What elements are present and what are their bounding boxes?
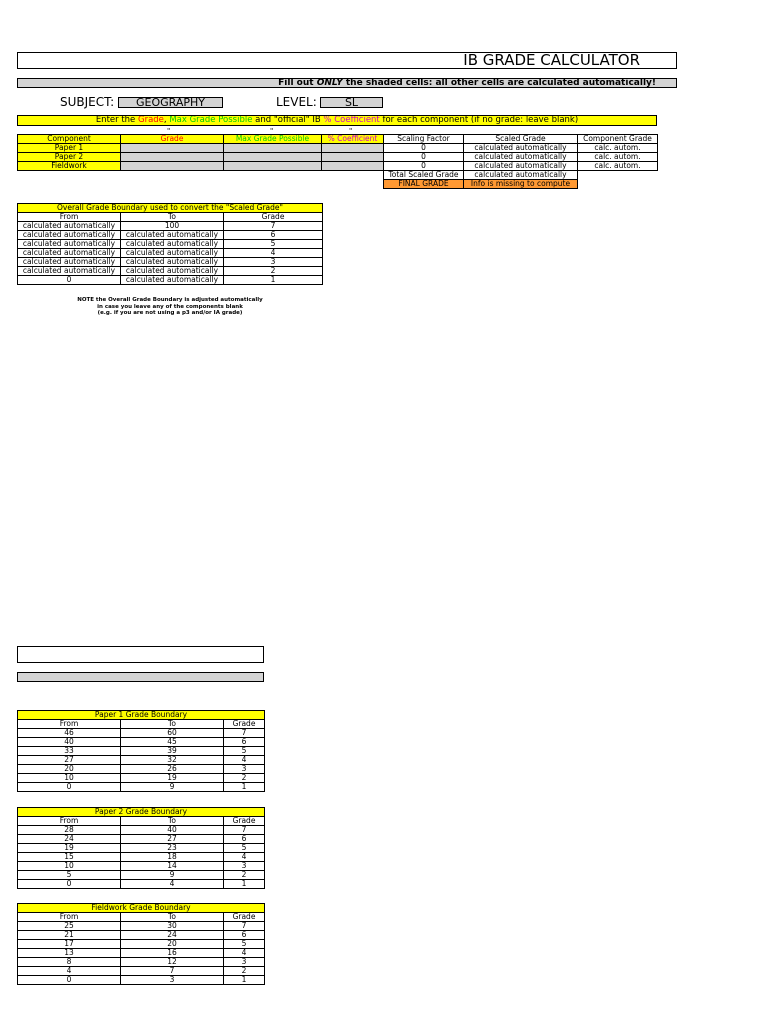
grade-cell: 2 [224,774,265,783]
fieldwork-boundary-table [17,903,265,985]
header-grade: Grade [224,913,265,922]
grade-cell: 6 [224,738,265,747]
table-row [18,267,323,276]
component-grade: calc. autom. [578,153,658,162]
tick-coef: " [349,127,353,135]
grade-cell: 5 [224,240,323,249]
table-row [18,844,265,853]
table-row [18,853,265,862]
paper1-boundary-table [17,710,265,792]
from-cell: calculated automatically [18,240,121,249]
to-cell: calculated automatically [121,258,224,267]
instruction-bar [17,78,677,88]
table-row [18,729,265,738]
grade-cell: 4 [224,853,265,862]
boundary-note [60,297,280,317]
table-row [18,783,265,792]
grade-cell: 5 [224,940,265,949]
max-grade-input[interactable] [224,144,322,153]
to-cell: 30 [121,922,224,931]
header-to: To [121,913,224,922]
table-row [18,835,265,844]
grade-cell: 2 [224,267,323,276]
to-cell: 23 [121,844,224,853]
enter-instruction-bar [17,115,657,126]
to-cell: calculated automatically [121,231,224,240]
scaled-grade: calculated automatically [464,153,578,162]
grade-cell: 6 [224,931,265,940]
tick-max: " [270,127,274,135]
enter-text-3: and "official" IB [252,115,324,125]
scaling-factor: 0 [384,162,464,171]
header-max-grade: Max Grade Possible [224,135,322,144]
overall-boundary-title: Overall Grade Boundary used to convert the "Scaled Grade" [18,204,323,213]
boundary-title: Paper 1 Grade Boundary [18,711,265,720]
to-cell: 32 [121,756,224,765]
grade-cell: 5 [224,747,265,756]
to-cell: 39 [121,747,224,756]
from-cell: 0 [18,783,121,792]
grade-cell: 1 [224,783,265,792]
enter-text-1: Enter the [95,115,138,125]
to-cell: 12 [121,958,224,967]
table-row [18,222,323,231]
max-grade-input[interactable] [224,153,322,162]
grade-cell: 1 [224,880,265,889]
enter-text-4: for each component (if no grade: leave blank) [379,115,579,125]
from-cell: 24 [18,835,121,844]
grade-cell: 1 [224,976,265,985]
component-row-paper2 [18,153,658,162]
subject-value[interactable]: GEOGRAPHY [118,97,223,108]
from-cell: calculated automatically [18,258,121,267]
table-row [18,826,265,835]
final-row [18,180,658,189]
header-to: To [121,720,224,729]
table-row [18,249,323,258]
header-component-grade: Component Grade [578,135,658,144]
table-row [18,976,265,985]
enter-grade: Grade [137,115,164,125]
scaling-factor: 0 [384,144,464,153]
component-row-fieldwork [18,162,658,171]
empty-title-box [17,646,264,663]
from-cell: 15 [18,853,121,862]
table-row [18,958,265,967]
grade-cell: 7 [224,922,265,931]
from-cell: 8 [18,958,121,967]
from-cell: calculated automatically [18,222,121,231]
grade-cell: 4 [224,249,323,258]
grade-cell: 7 [224,729,265,738]
instruction-emphasis: ONLY [316,78,343,88]
level-label: LEVEL: [276,95,317,109]
to-cell: calculated automatically [121,249,224,258]
to-cell: 100 [121,222,224,231]
to-cell: calculated automatically [121,267,224,276]
to-cell: calculated automatically [121,240,224,249]
to-cell: 14 [121,862,224,871]
note-line: in case you leave any of the components blank [97,303,243,310]
total-scaled-value: calculated automatically [464,171,578,180]
grade-cell: 4 [224,756,265,765]
from-cell: 21 [18,931,121,940]
component-name: Paper 2 [18,153,121,162]
component-name: Fieldwork [18,162,121,171]
grade-cell: 1 [224,276,323,285]
to-cell: 26 [121,765,224,774]
grade-cell: 7 [224,222,323,231]
to-cell: 18 [121,853,224,862]
boundary-title: Paper 2 Grade Boundary [18,808,265,817]
from-cell: 0 [18,976,121,985]
grade-cell: 3 [224,765,265,774]
coefficient-input[interactable] [322,144,384,153]
page-title: IB GRADE CALCULATOR [463,51,640,69]
component-grade: calc. autom. [578,162,658,171]
to-cell: 3 [121,976,224,985]
grade-cell: 5 [224,844,265,853]
table-row [18,862,265,871]
table-row [18,738,265,747]
paper2-boundary-table [17,807,265,889]
table-row [18,774,265,783]
from-cell: 0 [18,880,121,889]
tick-grade: " [167,127,171,135]
to-cell: 60 [121,729,224,738]
from-cell: 25 [18,922,121,931]
grade-cell: 4 [224,949,265,958]
from-cell: 40 [18,738,121,747]
header-scaling-factor: Scaling Factor [384,135,464,144]
from-cell: 4 [18,967,121,976]
table-row [18,922,265,931]
table-row [18,880,265,889]
scaling-factor: 0 [384,153,464,162]
component-row-paper1 [18,144,658,153]
component-table [17,134,658,189]
grade-input[interactable] [121,144,224,153]
to-cell: 19 [121,774,224,783]
empty-shaded-bar [17,672,264,682]
to-cell: 7 [121,967,224,976]
table-row [18,231,323,240]
enter-max: Max Grade Possible [169,115,253,125]
from-cell: calculated automatically [18,231,121,240]
grade-cell: 3 [224,958,265,967]
overall-boundary-table [17,203,323,285]
note-line: NOTE the Overall Grade Boundary is adjusted automatically [77,297,263,303]
header-grade: Grade [224,213,323,222]
from-cell: 10 [18,774,121,783]
to-cell: 9 [121,783,224,792]
scaled-grade: calculated automatically [464,144,578,153]
final-grade-label: FINAL GRADE [384,180,464,189]
note-line: (e.g. if you are not using a p3 and/or IA grade) [97,310,243,316]
total-scaled-label: Total Scaled Grade [384,171,464,180]
table-row [18,940,265,949]
to-cell: 27 [121,835,224,844]
enter-coef: % Coefficient [323,115,380,125]
from-cell: 5 [18,871,121,880]
instruction-suffix: the shaded cells: all other cells are calculated automatically! [342,78,656,88]
to-cell: 9 [121,871,224,880]
header-component: Component [18,135,121,144]
header-to: To [121,817,224,826]
to-cell: 24 [121,931,224,940]
header-grade: Grade [224,817,265,826]
header-grade: Grade [224,720,265,729]
coefficient-input[interactable] [322,162,384,171]
from-cell: 28 [18,826,121,835]
grade-cell: 2 [224,967,265,976]
from-cell: 13 [18,949,121,958]
table-row [18,765,265,774]
instruction-prefix: Fill out [278,78,317,88]
from-cell: 10 [18,862,121,871]
boundary-title: Fieldwork Grade Boundary [18,904,265,913]
level-value[interactable]: SL [320,97,383,108]
table-row [18,258,323,267]
scaled-grade: calculated automatically [464,162,578,171]
grade-cell: 7 [224,826,265,835]
subject-label: SUBJECT: [60,95,115,109]
enter-text-2: , [163,115,170,125]
grade-cell: 3 [224,258,323,267]
table-row [18,276,323,285]
header-coefficient: % Coefficient [322,135,384,144]
table-row [18,747,265,756]
total-row [18,171,658,180]
table-row [18,949,265,958]
from-cell: calculated automatically [18,267,121,276]
to-cell: 20 [121,940,224,949]
table-row [18,240,323,249]
header-from: From [18,213,121,222]
final-grade-value: Info is missing to compute [464,180,578,189]
to-cell: 4 [121,880,224,889]
from-cell: 46 [18,729,121,738]
component-header-row [18,135,658,144]
table-row [18,967,265,976]
coefficient-input[interactable] [322,153,384,162]
grade-cell: 2 [224,871,265,880]
from-cell: 33 [18,747,121,756]
from-cell: calculated automatically [18,249,121,258]
grade-cell: 3 [224,862,265,871]
table-row [18,756,265,765]
header-to: To [121,213,224,222]
from-cell: 0 [18,276,121,285]
from-cell: 19 [18,844,121,853]
to-cell: calculated automatically [121,276,224,285]
to-cell: 45 [121,738,224,747]
header-from: From [18,817,121,826]
grade-input[interactable] [121,162,224,171]
header-from: From [18,720,121,729]
from-cell: 20 [18,765,121,774]
max-grade-input[interactable] [224,162,322,171]
table-row [18,931,265,940]
component-grade: calc. autom. [578,144,658,153]
to-cell: 16 [121,949,224,958]
from-cell: 17 [18,940,121,949]
grade-cell: 6 [224,231,323,240]
grade-cell: 6 [224,835,265,844]
from-cell: 27 [18,756,121,765]
header-grade: Grade [121,135,224,144]
header-from: From [18,913,121,922]
header-scaled-grade: Scaled Grade [464,135,578,144]
to-cell: 40 [121,826,224,835]
table-row [18,871,265,880]
component-name: Paper 1 [18,144,121,153]
grade-input[interactable] [121,153,224,162]
